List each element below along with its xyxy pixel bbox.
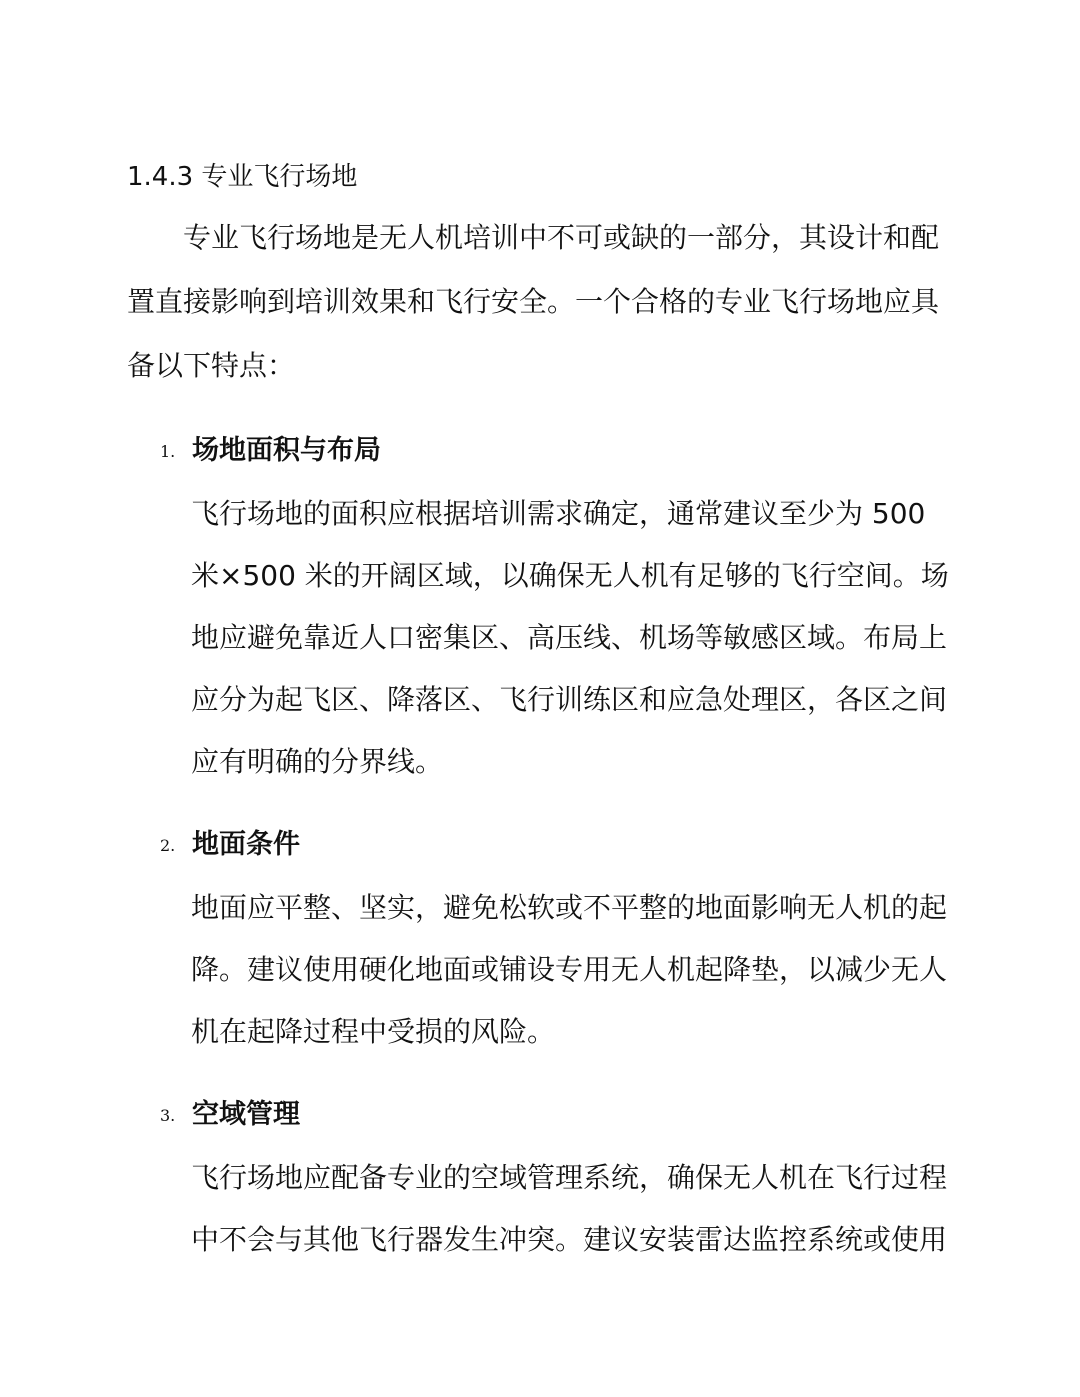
- list-item-title: [160, 1093, 300, 1138]
- list-item-number: 3.: [160, 1105, 176, 1125]
- list-item-title-text: 空域管理: [192, 1099, 300, 1130]
- list-item-body: 飞行场地的面积应根据培训需求确定，通常建议至少为 500 米×500 米的开阔区域，以确保无人机有足够的飞行空间。场地应避免靠近人口密集区、高压线、机场等敏感区域。布局上应分为起飞区、降落区、飞行训练区和应急处理区，各区之间应有明确的分界线。: [191, 497, 949, 778]
- list-item-title-text: 场地面积与布局: [192, 435, 381, 466]
- list-item-title: [160, 823, 300, 868]
- list-item-body: 飞行场地应配备专业的空域管理系统，确保无人机在飞行过程中不会与其他飞行器发生冲突。建议安装雷达监控系统或使用: [191, 1161, 948, 1256]
- list-item-number: 2.: [160, 835, 176, 855]
- list-item-body: 地面应平整、坚实，避免松软或不平整的地面影响无人机的起降。建议使用硬化地面或铺设专用无人机起降垫，以减少无人机在起降过程中受损的风险。: [191, 891, 948, 1048]
- section-heading: 1.4.3 专业飞行场地: [127, 162, 358, 192]
- list-item-title-text: 地面条件: [192, 829, 300, 860]
- intro-paragraph: [127, 206, 957, 398]
- intro-text: 专业飞行场地是无人机培训中不可或缺的一部分，其设计和配置直接影响到培训效果和飞行安全。一个合格的专业飞行场地应具备以下特点：: [127, 221, 940, 382]
- list-item-title: [160, 429, 381, 474]
- list-item-number: 1.: [160, 441, 176, 461]
